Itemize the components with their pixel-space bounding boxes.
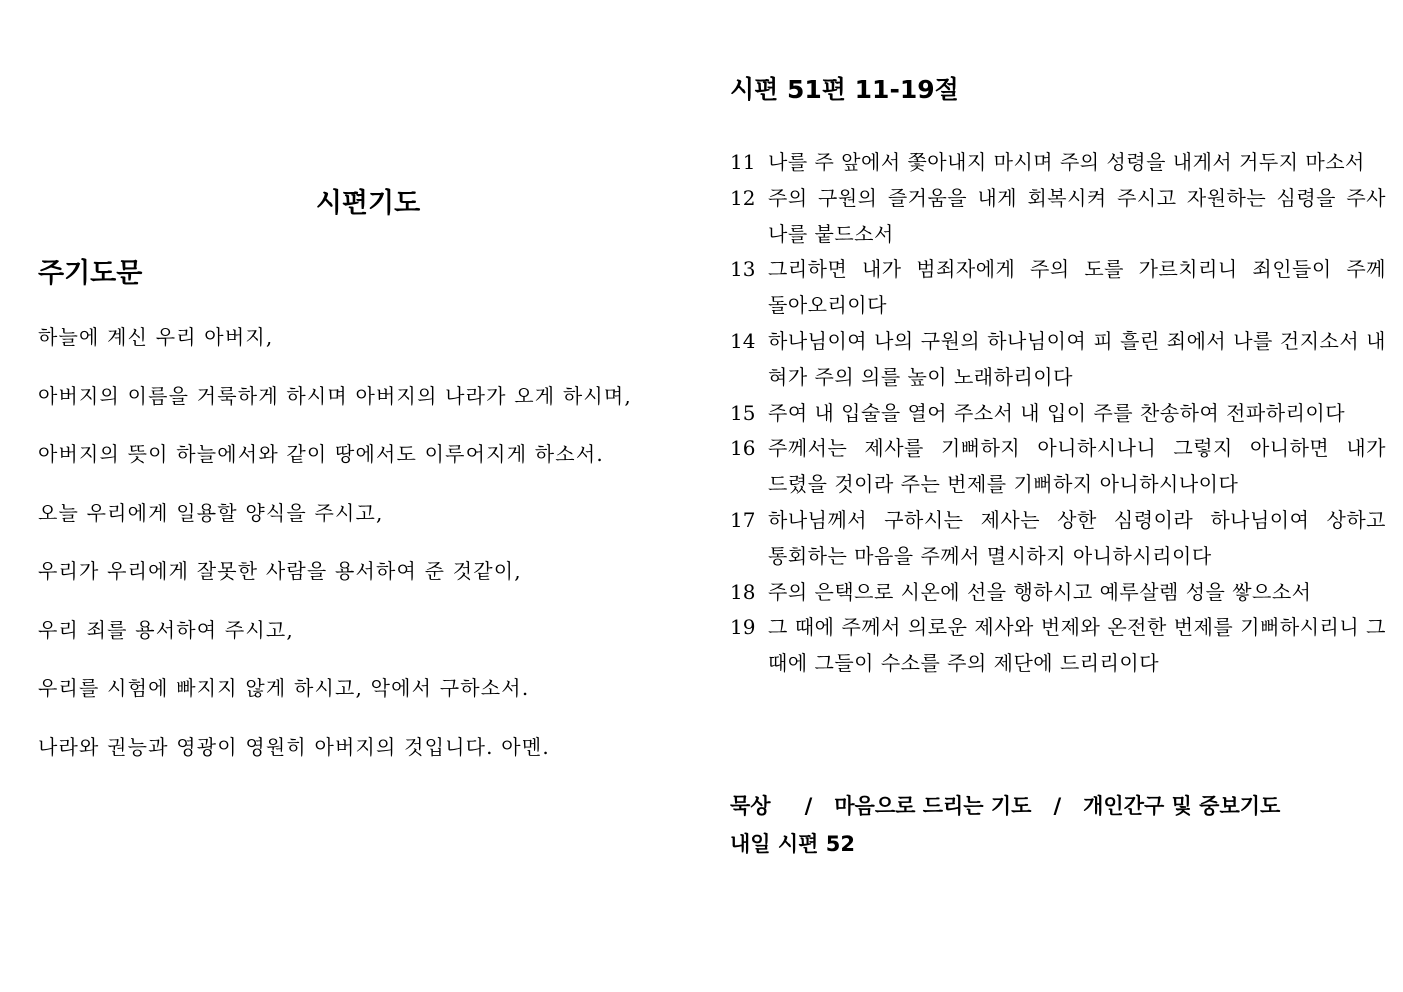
verse-text: 그리하면 내가 범죄자에게 주의 도를 가르치리니 죄인들이 주께 돌아오리이다 — [768, 257, 1386, 318]
verse-number: 18 — [730, 579, 756, 604]
verse-text: 하나님이여 나의 구원의 하나님이여 피 흘린 죄에서 나를 건지소서 내 혀가 주의 의를 높이 노래하리이다 — [768, 328, 1386, 389]
verse-number: 17 — [730, 507, 756, 532]
separator: / — [804, 794, 813, 818]
verse-item — [730, 252, 1386, 324]
verse-item — [730, 396, 1386, 432]
verse-text: 주께서는 제사를 기뻐하지 아니하시나니 그렇지 아니하면 내가 드렸을 것이라 주는 번제를 기뻐하지 아니하시나이다 — [768, 436, 1386, 497]
verse-text: 하나님께서 구하시는 제사는 상한 심령이라 하나님이여 상하고 통회하는 마음을 주께서 멸시하지 아니하시리이다 — [768, 507, 1386, 568]
prayer-line: 아버지의 뜻이 하늘에서와 같이 땅에서도 이루어지게 하소서. — [38, 442, 604, 466]
meditation-label: 묵상 — [730, 794, 771, 818]
prayer-line: 나라와 권능과 영광이 영원히 아버지의 것입니다. 아멘. — [38, 734, 550, 759]
verse-number: 12 — [730, 185, 756, 210]
psalm-title: 시편 51편 11-19절 — [730, 75, 959, 104]
verse-item — [730, 610, 1386, 682]
verse-item — [730, 503, 1386, 575]
verse-item — [730, 431, 1386, 503]
devotion-steps — [730, 790, 1280, 822]
prayer-line: 오늘 우리에게 일용할 양식을 주시고, — [38, 500, 384, 525]
verse-text: 그 때에 주께서 의로운 제사와 번제와 온전한 번제를 기뻐하시리니 그 때에 그들이 수소를 주의 제단에 드리리이다 — [768, 615, 1386, 676]
prayer-line: 우리 죄를 용서하여 주시고, — [38, 617, 294, 642]
left-page — [38, 0, 698, 992]
prayer-of-heart-label: 마음으로 드리는 기도 — [834, 794, 1032, 818]
verse-number: 11 — [730, 150, 756, 174]
verse-text: 나를 주 앞에서 쫓아내지 마시며 주의 성령을 내게서 거두지 마소서 — [768, 150, 1365, 174]
prayer-line: 하늘에 계신 우리 아버지, — [38, 325, 274, 349]
page-title: 시편기도 — [315, 188, 421, 219]
verse-text: 주의 은택으로 시온에 선을 행하시고 예루살렘 성을 쌓으소서 — [768, 579, 1312, 604]
tomorrow-reading: 내일 시편 52 — [730, 832, 855, 856]
verse-item — [730, 145, 1386, 181]
verse-item — [730, 575, 1386, 611]
verse-text: 주여 내 입술을 열어 주소서 내 입이 주를 찬송하여 전파하리이다 — [768, 400, 1346, 425]
verse-number: 19 — [730, 615, 756, 640]
verse-number: 14 — [730, 328, 756, 353]
prayer-line: 우리가 우리에게 잘못한 사람을 용서하여 준 것같이, — [38, 559, 522, 583]
intercession-label: 개인간구 및 중보기도 — [1083, 794, 1281, 818]
verse-number: 16 — [730, 436, 756, 461]
separator: / — [1053, 794, 1062, 818]
verse-item — [730, 181, 1386, 253]
verse-number: 15 — [730, 400, 756, 425]
prayer-line: 우리를 시험에 빠지지 않게 하시고, 악에서 구하소서. — [38, 676, 530, 700]
verse-number: 13 — [730, 257, 756, 282]
verse-text: 주의 구원의 즐거움을 내게 회복시켜 주시고 자원하는 심령을 주사 나를 붙드소서 — [768, 185, 1386, 246]
lords-prayer-heading: 주기도문 — [38, 258, 143, 289]
verse-list — [730, 145, 1386, 682]
verse-item — [730, 324, 1386, 396]
prayer-line: 아버지의 이름을 거룩하게 하시며 아버지의 나라가 오게 하시며, — [38, 383, 632, 408]
right-page — [730, 0, 1386, 992]
lords-prayer-text — [38, 320, 632, 788]
